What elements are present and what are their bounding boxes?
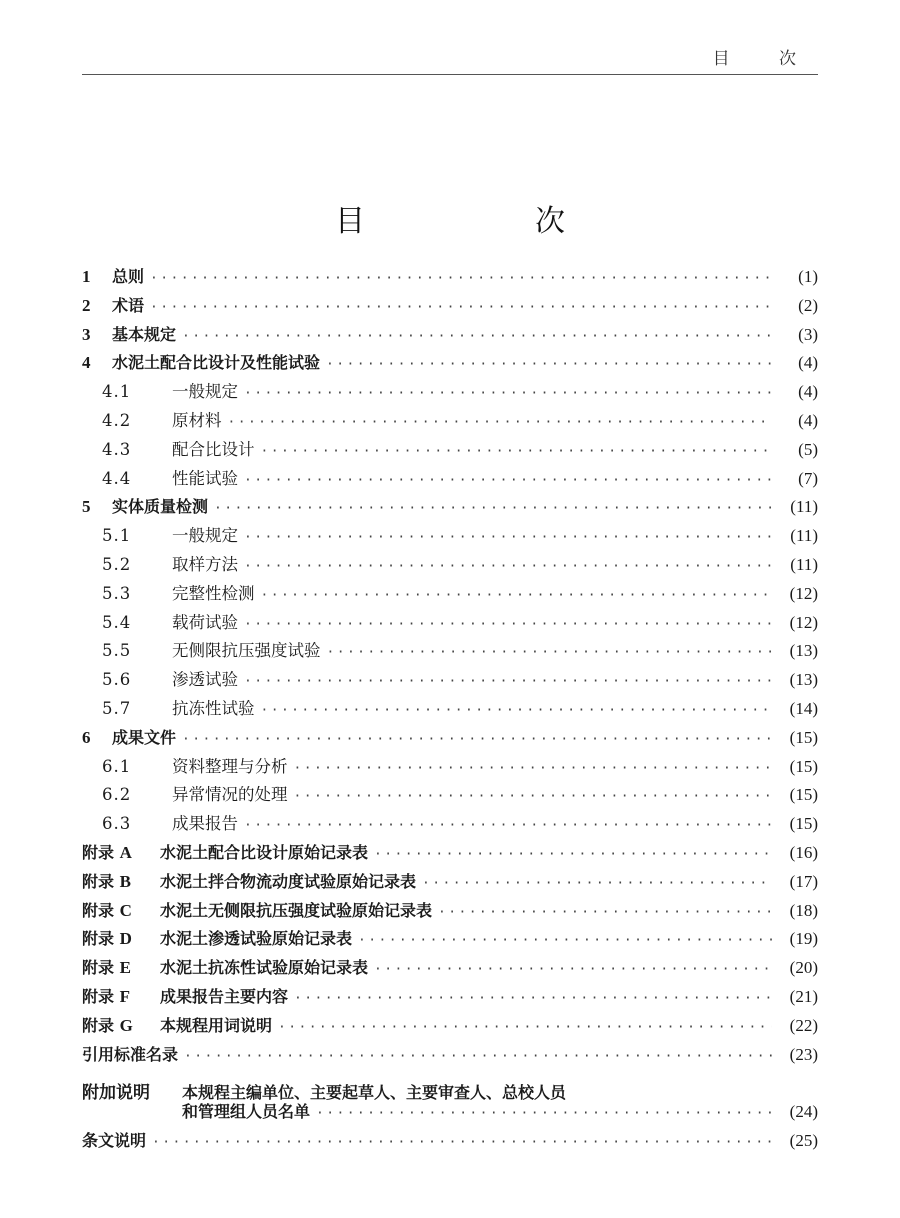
toc-entry-page: (21) [789, 986, 818, 1006]
toc-entry-number: 5.3 [102, 583, 132, 603]
toc-entry-title: 完整性检测 [172, 583, 255, 603]
toc-entry[interactable] [82, 954, 818, 983]
toc-entry-page: (4) [798, 353, 818, 373]
toc-entry[interactable] [82, 839, 818, 868]
toc-entry-page: (15) [789, 814, 818, 834]
toc-entry[interactable] [82, 493, 818, 522]
toc-entry-title: 一般规定 [172, 382, 238, 402]
toc-entry-page: (15) [789, 727, 818, 747]
dot-leader [358, 927, 772, 956]
toc-entry-title: 资料整理与分析 [172, 756, 288, 776]
toc-entry-page: (1) [798, 267, 818, 286]
toc-entry-title: 渗透试验 [172, 670, 238, 690]
toc-entry-title: 水泥土渗透试验原始记录表 [160, 929, 353, 949]
toc-entry[interactable] [82, 522, 818, 551]
toc-entry-title: 水泥土抗冻性试验原始记录表 [160, 958, 369, 978]
toc-entry-page: (17) [789, 871, 818, 891]
toc-entry-title: 水泥土配合比设计及性能试验 [112, 353, 321, 373]
dot-leader [261, 697, 773, 726]
dot-leader [182, 323, 772, 352]
dot-leader [374, 956, 772, 985]
toc-entry[interactable] [82, 724, 818, 753]
toc-entry-number: 6.3 [102, 814, 132, 834]
dot-leader [244, 467, 772, 496]
dot-leader [422, 870, 772, 899]
toc-entry[interactable] [82, 436, 818, 465]
toc-entry-title: 成果报告主要内容 [160, 986, 289, 1006]
toc-entry[interactable] [82, 983, 818, 1012]
toc-entry-number: 6.2 [102, 785, 132, 805]
dot-leader [244, 524, 772, 553]
dot-leader [182, 726, 772, 755]
toc-entry[interactable] [82, 781, 818, 810]
running-header: 目 次 [712, 49, 818, 69]
dot-leader [294, 985, 772, 1014]
dot-leader [327, 639, 773, 668]
toc-entry-page: (19) [789, 929, 818, 949]
toc-entry-title: 原材料 [172, 410, 222, 430]
dot-leader [152, 1129, 772, 1158]
toc-entry[interactable] [82, 695, 818, 724]
toc-entry-number: 2 [82, 295, 91, 315]
dot-leader [244, 812, 772, 841]
toc-entry-title: 和管理组人员名单 [182, 1102, 311, 1122]
toc-entry-title: 水泥土拌合物流动度试验原始记录表 [160, 871, 417, 891]
toc-entry-page: (4) [798, 382, 818, 402]
toc-entry-page: (11) [790, 554, 818, 574]
toc-entry-number: 6 [82, 727, 91, 747]
dot-leader [214, 495, 772, 524]
dot-leader [244, 611, 772, 640]
toc-entry[interactable] [82, 1041, 818, 1070]
toc-entry-page: (24) [789, 1102, 818, 1122]
toc-entry-title: 总则 [112, 267, 145, 286]
toc-entry-page: (14) [789, 698, 818, 718]
dot-leader [294, 755, 773, 784]
toc-entry-number: 1 [82, 267, 91, 286]
dot-leader [244, 380, 772, 409]
toc-entry-page: (11) [790, 526, 818, 546]
toc-entry[interactable] [82, 609, 818, 638]
toc-entry-number: 4.1 [102, 382, 132, 402]
toc-entry[interactable] [82, 1012, 818, 1041]
toc-entry-title: 水泥土配合比设计原始记录表 [160, 842, 369, 862]
toc-entry[interactable] [82, 263, 818, 292]
toc-entry-page: (23) [789, 1044, 818, 1064]
toc-entry[interactable] [82, 1098, 818, 1127]
toc-entry[interactable] [82, 666, 818, 695]
toc-entry-number: 6.1 [102, 756, 132, 776]
toc-entry-number: 4.4 [102, 468, 132, 488]
dot-leader [438, 899, 772, 928]
toc-entry-page: (11) [790, 497, 818, 517]
toc-entry-number: 5.7 [102, 698, 132, 718]
toc-entry-page: (15) [789, 785, 818, 805]
toc-entry-number: 附录 F [82, 986, 130, 1006]
toc-entry-number: 4 [82, 353, 91, 373]
toc-entry-title: 水泥土无侧限抗压强度试验原始记录表 [160, 900, 433, 920]
toc-entry-title: 成果文件 [112, 727, 177, 747]
toc-entry-page: (25) [789, 1130, 818, 1150]
toc-entry[interactable] [82, 378, 818, 407]
dot-leader [150, 265, 772, 294]
dot-leader [294, 783, 773, 812]
toc-entry-page: (15) [789, 756, 818, 776]
toc-entry-page: (22) [789, 1015, 818, 1035]
dot-leader [326, 351, 772, 380]
toc-entry-number: 4.2 [102, 410, 132, 430]
toc-entry-number: 附录 E [82, 958, 131, 978]
toc-entry-page: (20) [789, 958, 818, 978]
toc-entry-number: 5.4 [102, 612, 132, 632]
toc-entry[interactable] [82, 551, 818, 580]
dot-leader [150, 294, 772, 323]
toc-entry[interactable] [82, 897, 818, 926]
toc-entry-number: 附录 G [82, 1015, 133, 1035]
toc-entry[interactable] [82, 810, 818, 839]
toc-entry-page: (13) [789, 641, 818, 661]
toc-entry-title: 载荷试验 [172, 612, 238, 632]
toc-entry-title: 异常情况的处理 [172, 785, 288, 805]
toc-entry-title: 性能试验 [172, 468, 238, 488]
dot-leader [244, 668, 772, 697]
toc-entry-page: (16) [789, 842, 818, 862]
toc-entry-page: (4) [798, 410, 818, 430]
toc-entry-number: 4.3 [102, 439, 132, 459]
toc-entry[interactable] [82, 925, 818, 954]
table-of-contents [82, 263, 818, 1156]
toc-entry-title: 本规程主编单位、主要起草人、主要审查人、总校人员 [182, 1083, 567, 1103]
toc-entry-number: 附录 C [82, 900, 132, 920]
toc-entry[interactable] [82, 292, 818, 321]
toc-entry-page: (2) [798, 295, 818, 315]
toc-entry-page: (3) [798, 324, 818, 344]
dot-leader [572, 1069, 818, 1098]
toc-entry[interactable] [82, 580, 818, 609]
toc-entry-page: (13) [789, 670, 818, 690]
dot-leader [228, 409, 773, 438]
toc-entry-title: 无侧限抗压强度试验 [172, 641, 321, 661]
toc-entry[interactable] [82, 1069, 818, 1103]
toc-entry-number: 附加说明 [82, 1083, 150, 1103]
dot-leader [374, 841, 772, 870]
dot-leader [261, 582, 773, 611]
toc-entry-number: 5 [82, 497, 91, 517]
toc-entry-number: 3 [82, 324, 91, 344]
toc-entry[interactable] [82, 1127, 818, 1156]
toc-entry-number: 附录 B [82, 871, 131, 891]
toc-entry-page: (12) [789, 583, 818, 603]
toc-entry-title: 实体质量检测 [112, 497, 209, 517]
toc-entry-page: (18) [789, 900, 818, 920]
toc-entry-page: (7) [798, 468, 818, 488]
page-title: 目 次 [335, 204, 635, 239]
toc-entry[interactable] [82, 349, 818, 378]
toc-entry[interactable] [82, 753, 818, 782]
toc-entry-title: 取样方法 [172, 554, 238, 574]
toc-entry[interactable] [82, 321, 818, 350]
toc-entry-title: 引用标准名录 [82, 1044, 179, 1064]
dot-leader [278, 1014, 772, 1043]
dot-leader [261, 438, 773, 467]
toc-entry-title: 成果报告 [172, 814, 238, 834]
toc-entry-title: 术语 [112, 295, 145, 315]
toc-entry-number: 5.6 [102, 670, 132, 690]
toc-entry[interactable] [82, 407, 818, 436]
toc-entry-title: 抗冻性试验 [172, 698, 255, 718]
toc-entry-title: 本规程用词说明 [160, 1015, 273, 1035]
toc-entry-number: 附录 A [82, 842, 132, 862]
toc-entry-title: 基本规定 [112, 324, 177, 344]
toc-entry-number: 5.1 [102, 526, 132, 546]
dot-leader [184, 1043, 772, 1072]
toc-entry-title: 配合比设计 [172, 439, 255, 459]
toc-entry[interactable] [82, 637, 818, 666]
toc-entry-page: (5) [798, 439, 818, 459]
toc-entry-page: (12) [789, 612, 818, 632]
toc-entry[interactable] [82, 868, 818, 897]
dot-leader [316, 1100, 772, 1129]
dot-leader [244, 553, 772, 582]
header-rule [82, 74, 818, 75]
toc-entry[interactable] [82, 465, 818, 494]
toc-entry-number: 5.5 [102, 641, 132, 661]
toc-entry-title: 条文说明 [82, 1130, 147, 1150]
toc-entry-title: 一般规定 [172, 526, 238, 546]
toc-entry-number: 附录 D [82, 929, 132, 949]
toc-entry-number: 5.2 [102, 554, 132, 574]
